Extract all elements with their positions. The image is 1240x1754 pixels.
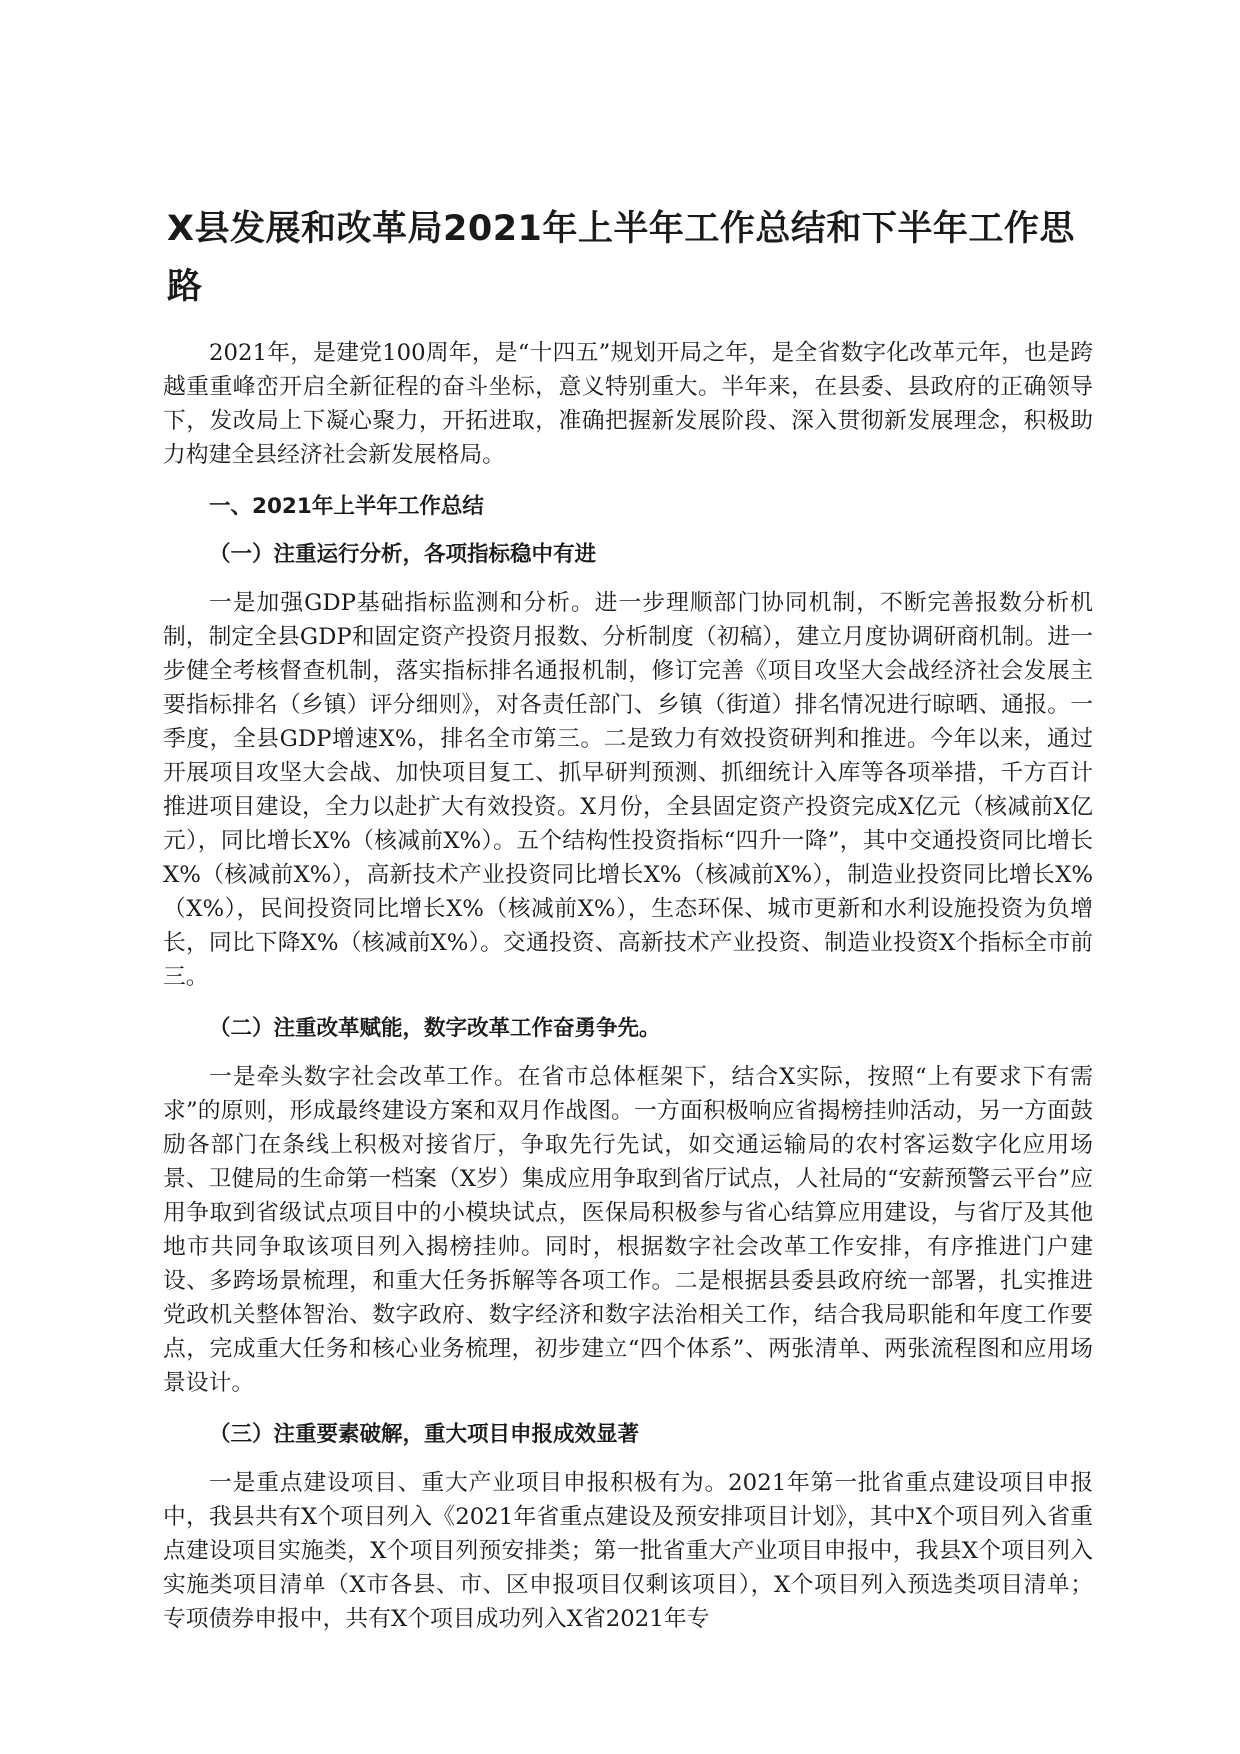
- subsection-heading-2: （二）注重改革赋能，数字改革工作奋勇争先。: [209, 1016, 661, 1041]
- subsection-body-2: 一是牵头数字社会改革工作。在省市总体框架下，结合X实际，按照“上有要求下有需求”的原则，形成最终建设方案和双月作战图。一方面积极响应省揭榜挂帅活动，另一方面鼓励各部门在条线上积极对接省厅，争取先行先试，如交通运输局的农村客运数字化应用场景、卫健局的生命第一档案（X岁）集成应用争取到省厅试点，人社局的“安薪预警云平台”应用争取到省级试点项目中的小模块试点，医保局积极参与省心结算应用建设，与省厅及其他地市共同争取该项目列入揭榜挂帅。同时，根据数字社会改革工作安排，有序推进门户建设、多跨场景梳理，和重大任务拆解等各项工作。二是根据县委县政府统一部署，扎实推进党政机关整体智治、数字政府、数字经济和数字法治相关工作，结合我局职能和年度工作要点，完成重大任务和核心业务梳理，初步建立“四个体系”、两张清单、两张流程图和应用场景设计。: [163, 1064, 1093, 1396]
- subsection-body-3: 一是重点建设项目、重大产业项目申报积极有为。2021年第一批省重点建设项目申报中，我县共有X个项目列入《2021年省重点建设及预安排项目计划》，其中X个项目列入省重点建设项目实施类，X个项目列预安排类；第一批省重大产业项目申报中，我县X个项目列入实施类项目清单（X市各县、市、区申报项目仅剩该项目），X个项目列入预选类项目清单；专项债券申报中，共有X个项目成功列入X省2021年专: [163, 1470, 1093, 1632]
- section-heading-1: 一、2021年上半年工作总结: [209, 494, 484, 519]
- document-body: [163, 200, 1093, 1636]
- intro-paragraph: 2021年，是建党100周年，是“十四五”规划开局之年，是全省数字化改革元年，也是跨越重重峰峦开启全新征程的奋斗坐标，意义特别重大。半年来，在县委、县政府的正确领导下，发改局上下凝心聚力，开拓进取，准确把握新发展阶段、深入贯彻新发展理念，积极助力构建全县经济社会新发展格局。: [163, 340, 1093, 468]
- subsection-heading-1: （一）注重运行分析，各项指标稳中有进: [209, 542, 597, 567]
- subsection-heading-3: （三）注重要素破解，重大项目申报成效显著: [209, 1422, 640, 1447]
- subsection-body-1: 一是加强GDP基础指标监测和分析。进一步理顺部门协同机制，不断完善报数分析机制，制定全县GDP和固定资产投资月报数、分析制度（初稿），建立月度协调研商机制。进一步健全考核督查机制，落实指标排名通报机制，修订完善《项目攻坚大会战经济社会发展主要指标排名（乡镇）评分细则》，对各责任部门、乡镇（街道）排名情况进行晾晒、通报。一季度，全县GDP增速X%，排名全市第三。二是致力有效投资研判和推进。今年以来，通过开展项目攻坚大会战、加快项目复工、抓早研判预测、抓细统计入库等各项举措，千方百计推进项目建设，全力以赴扩大有效投资。X月份，全县固定资产投资完成X亿元（核减前X亿元），同比增长X%（核减前X%）。五个结构性投资指标“四升一降”，其中交通投资同比增长X%（核减前X%），高新技术产业投资同比增长X%（核减前X%），制造业投资同比增长X%（X%），民间投资同比增长X%（核减前X%），生态环保、城市更新和水利设施投资为负增长，同比下降X%（核减前X%）。交通投资、高新技术产业投资、制造业投资X个指标全市前三。: [163, 590, 1093, 990]
- document-title: X县发展和改革局2021年上半年工作总结和下半年工作思路: [167, 209, 1075, 307]
